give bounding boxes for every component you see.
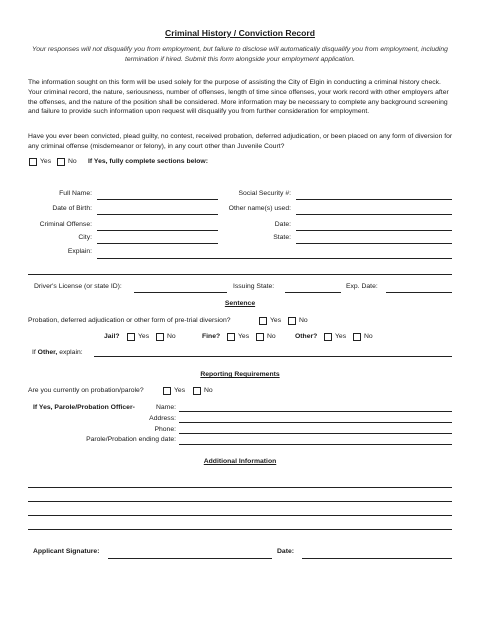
other-names-field[interactable] xyxy=(296,214,452,215)
fine-yes-checkbox[interactable] xyxy=(227,333,235,341)
conviction-no-label: No xyxy=(68,158,77,165)
additional-line-3[interactable] xyxy=(28,515,452,516)
dob-label: Date of Birth: xyxy=(52,205,92,212)
jail-yes-label: Yes xyxy=(138,333,150,340)
form-subtitle: Your responses will not disqualify you from employment, but failure to disclose will automatically disqualify you from employment, including termination if hired. Submit this form alongside your employment application. xyxy=(32,46,448,63)
jail-yes-checkbox[interactable] xyxy=(127,333,135,341)
probation-no-checkbox[interactable] xyxy=(288,317,296,325)
issuing-state-label: Issuing State: xyxy=(233,283,275,290)
additional-line-1[interactable] xyxy=(28,487,452,488)
additional-line-2[interactable] xyxy=(28,501,452,502)
exp-date-label: Exp. Date: xyxy=(346,283,378,290)
officer-address-field[interactable] xyxy=(179,422,452,423)
if-other-explain-label: If Other, explain: xyxy=(32,349,83,356)
probation-yes-checkbox[interactable] xyxy=(259,317,267,325)
other-explain-field[interactable] xyxy=(94,356,452,357)
conviction-question: Have you ever been convicted, plead guilty, no contest, received probation, deferred adjudication, or been placed on any form of diversion for any criminal offense (misdemeanor or felony), in any court other than Juvenile Court? xyxy=(28,133,453,150)
additional-heading: Additional Information xyxy=(203,458,277,465)
offense-label: Criminal Offense: xyxy=(39,221,92,228)
form-title: Criminal History / Conviction Record xyxy=(165,28,315,38)
explain-label: Explain: xyxy=(67,248,92,255)
offense-field[interactable] xyxy=(97,230,218,231)
other-label: Other? xyxy=(295,333,318,340)
conviction-no-checkbox[interactable] xyxy=(57,158,65,166)
probation-question: Probation, deferred adjudication or other form of pre-trial diversion? xyxy=(28,317,231,324)
other-yes-checkbox[interactable] xyxy=(324,333,332,341)
additional-line-4[interactable] xyxy=(28,529,452,530)
conviction-yes-label: Yes xyxy=(40,158,52,165)
jail-no-label: No xyxy=(167,333,176,340)
city-label: City: xyxy=(78,234,92,241)
explain-field-1[interactable] xyxy=(97,258,452,259)
signature-date-label: Date: xyxy=(277,548,294,555)
other-names-label: Other name(s) used: xyxy=(228,205,291,212)
other-no-checkbox[interactable] xyxy=(353,333,361,341)
ssn-label: Social Security #: xyxy=(238,190,291,197)
full-name-label: Full Name: xyxy=(59,190,92,197)
fine-no-label: No xyxy=(267,333,276,340)
full-name-field[interactable] xyxy=(97,199,218,200)
officer-label: If Yes, Parole/Probation Officer- xyxy=(33,404,135,411)
exp-date-field[interactable] xyxy=(386,292,452,293)
offense-date-label: Date: xyxy=(274,221,291,228)
officer-name-label: Name: xyxy=(155,404,176,411)
other-yes-label: Yes xyxy=(335,333,347,340)
sentence-heading: Sentence xyxy=(224,300,256,307)
drivers-license-field[interactable] xyxy=(134,292,227,293)
officer-phone-label: Phone: xyxy=(154,426,176,433)
jail-no-checkbox[interactable] xyxy=(156,333,164,341)
probation-ending-field[interactable] xyxy=(179,444,452,445)
officer-name-field[interactable] xyxy=(179,411,452,412)
city-field[interactable] xyxy=(97,243,218,244)
current-probation-no-checkbox[interactable] xyxy=(193,387,201,395)
intro-paragraph: The information sought on this form will be used solely for the purpose of assisting the City of Elgin in conducting a criminal history check. Your criminal record, the nature, seriousness, number of offenses, length of time since offenses, your work record with other employers after the offenses, and the nature of the position shall be considered. More information may be necessary to complete any background screening and failure to provide such information upon request will disqualify you from further consideration for employment. xyxy=(28,79,449,116)
other-no-label: No xyxy=(364,333,373,340)
probation-no-label: No xyxy=(299,317,308,324)
signature-date-field[interactable] xyxy=(302,558,452,559)
dob-field[interactable] xyxy=(97,214,218,215)
fine-no-checkbox[interactable] xyxy=(256,333,264,341)
offense-date-field[interactable] xyxy=(296,230,452,231)
if-yes-instruction: If Yes, fully complete sections below: xyxy=(88,158,208,165)
state-label: State: xyxy=(273,234,291,241)
current-probation-yes-label: Yes xyxy=(174,387,186,394)
issuing-state-field[interactable] xyxy=(285,292,341,293)
applicant-signature-field[interactable] xyxy=(108,558,272,559)
current-probation-yes-checkbox[interactable] xyxy=(163,387,171,395)
officer-address-label: Address: xyxy=(149,415,176,422)
probation-ending-label: Parole/Probation ending date: xyxy=(86,436,176,443)
conviction-yes-checkbox[interactable] xyxy=(29,158,37,166)
fine-yes-label: Yes xyxy=(238,333,250,340)
reporting-heading: Reporting Requirements xyxy=(200,371,280,378)
state-field[interactable] xyxy=(296,243,452,244)
current-probation-no-label: No xyxy=(204,387,213,394)
drivers-license-label: Driver's License (or state ID): xyxy=(34,283,122,290)
probation-yes-label: Yes xyxy=(270,317,282,324)
jail-label: Jail? xyxy=(104,333,120,340)
applicant-signature-label: Applicant Signature: xyxy=(33,548,100,555)
current-probation-question: Are you currently on probation/parole? xyxy=(28,387,144,394)
explain-field-2[interactable] xyxy=(28,274,452,275)
officer-phone-field[interactable] xyxy=(179,433,452,434)
ssn-field[interactable] xyxy=(296,199,452,200)
fine-label: Fine? xyxy=(202,333,221,340)
